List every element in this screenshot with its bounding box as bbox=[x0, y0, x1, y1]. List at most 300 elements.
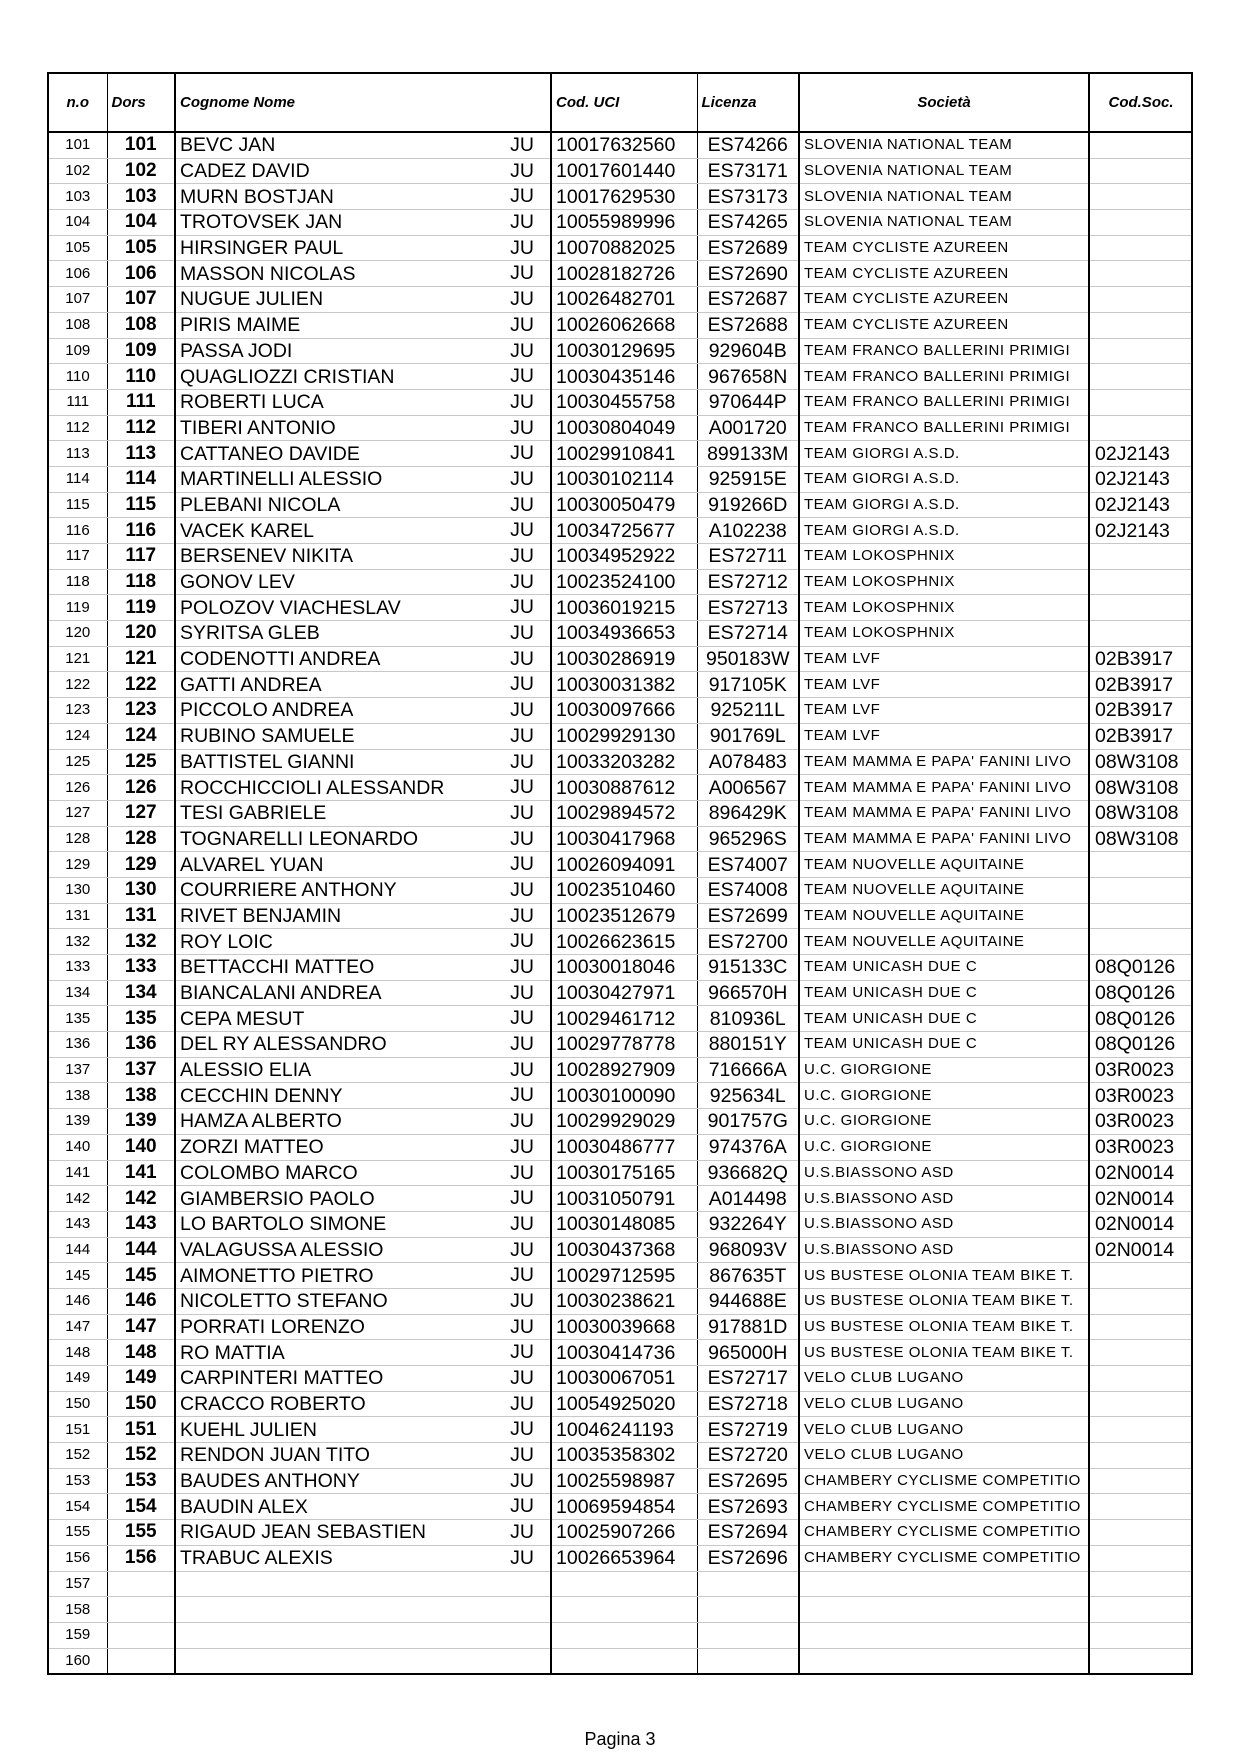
bib-number: 121 bbox=[107, 646, 175, 672]
license-number: 944688E bbox=[697, 1288, 799, 1314]
table-row bbox=[48, 1288, 1192, 1314]
team-code bbox=[1089, 312, 1192, 338]
team-name: TEAM MAMMA E PAPA' FANINI LIVO bbox=[799, 800, 1089, 826]
bib-number: 137 bbox=[107, 1057, 175, 1083]
row-number: 126 bbox=[48, 775, 107, 801]
rider-name-text: TIBERI ANTONIO bbox=[180, 416, 336, 439]
team-code: 02J2143 bbox=[1089, 466, 1192, 492]
rider-name bbox=[175, 287, 551, 313]
row-number: 151 bbox=[48, 1417, 107, 1443]
rider-name-text: CADEZ DAVID bbox=[180, 160, 310, 183]
uci-code: 10030100090 bbox=[551, 1083, 697, 1109]
uci-code: 10030887612 bbox=[551, 775, 697, 801]
table-body bbox=[48, 132, 1192, 1674]
uci-code: 10030018046 bbox=[551, 955, 697, 981]
bib-number: 129 bbox=[107, 852, 175, 878]
team-name: TEAM LOKOSPHNIX bbox=[799, 544, 1089, 570]
rider-name bbox=[175, 1134, 551, 1160]
header-uci: Cod. UCI bbox=[551, 73, 697, 132]
team-code: 02B3917 bbox=[1089, 646, 1192, 672]
row-number: 128 bbox=[48, 826, 107, 852]
rider-name bbox=[175, 1057, 551, 1083]
team-name: CHAMBERY CYCLISME COMPETITIO bbox=[799, 1468, 1089, 1494]
uci-code: 10034725677 bbox=[551, 518, 697, 544]
row-number: 159 bbox=[48, 1622, 107, 1648]
license-number: 867635T bbox=[697, 1263, 799, 1289]
rider-name bbox=[175, 1443, 551, 1469]
team-name bbox=[799, 1622, 1089, 1648]
rider-name-text: CARPINTERI MATTEO bbox=[180, 1367, 384, 1390]
team-code: 08Q0126 bbox=[1089, 1032, 1192, 1058]
bib-number: 147 bbox=[107, 1314, 175, 1340]
bib-number: 112 bbox=[107, 415, 175, 441]
row-number: 144 bbox=[48, 1237, 107, 1263]
license-number: A102238 bbox=[697, 518, 799, 544]
bib-number: 106 bbox=[107, 261, 175, 287]
category-label: JU bbox=[510, 313, 534, 336]
category-label: JU bbox=[510, 519, 534, 542]
bib-number: 130 bbox=[107, 877, 175, 903]
table-row bbox=[48, 903, 1192, 929]
team-name: TEAM NOUVELLE AQUITAINE bbox=[799, 929, 1089, 955]
team-code: 02N0014 bbox=[1089, 1160, 1192, 1186]
uci-code: 10026094091 bbox=[551, 852, 697, 878]
team-code bbox=[1089, 1468, 1192, 1494]
bib-number: 122 bbox=[107, 672, 175, 698]
bib-number: 134 bbox=[107, 980, 175, 1006]
rider-name bbox=[175, 980, 551, 1006]
team-code bbox=[1089, 1417, 1192, 1443]
rider-name-text: TOGNARELLI LEONARDO bbox=[180, 827, 419, 850]
bib-number: 111 bbox=[107, 389, 175, 415]
rider-name bbox=[175, 1288, 551, 1314]
team-code: 03R0023 bbox=[1089, 1109, 1192, 1135]
team-name: TEAM CYCLISTE AZUREEN bbox=[799, 261, 1089, 287]
category-label: JU bbox=[510, 1444, 534, 1467]
rider-name bbox=[175, 1211, 551, 1237]
category-label: JU bbox=[510, 827, 534, 850]
rider-name-text: QUAGLIOZZI CRISTIAN bbox=[180, 365, 395, 388]
row-number: 156 bbox=[48, 1545, 107, 1571]
row-number: 133 bbox=[48, 955, 107, 981]
rider-name-text: POLOZOV VIACHESLAV bbox=[180, 596, 401, 619]
category-label: JU bbox=[510, 878, 534, 901]
license-number: 915133C bbox=[697, 955, 799, 981]
bib-number: 136 bbox=[107, 1032, 175, 1058]
category-label: JU bbox=[510, 622, 534, 645]
table-row bbox=[48, 955, 1192, 981]
rider-name-text: BEVC JAN bbox=[180, 134, 276, 157]
category-label: JU bbox=[510, 570, 534, 593]
rider-name-text: COLOMBO MARCO bbox=[180, 1161, 358, 1184]
rider-name bbox=[175, 646, 551, 672]
rider-name-text: TESI GABRIELE bbox=[180, 802, 327, 825]
row-number: 150 bbox=[48, 1391, 107, 1417]
rider-name-text: RUBINO SAMUELE bbox=[180, 725, 355, 748]
rider-name-text: ROY LOIC bbox=[180, 930, 273, 953]
category-label: JU bbox=[510, 1264, 534, 1287]
rider-name bbox=[175, 1109, 551, 1135]
rider-name bbox=[175, 132, 551, 158]
bib-number: 144 bbox=[107, 1237, 175, 1263]
team-name: TEAM LVF bbox=[799, 723, 1089, 749]
team-code bbox=[1089, 184, 1192, 210]
rider-name bbox=[175, 492, 551, 518]
rider-name bbox=[175, 1263, 551, 1289]
team-name: TEAM FRANCO BALLERINI PRIMIGI bbox=[799, 338, 1089, 364]
bib-number: 135 bbox=[107, 1006, 175, 1032]
uci-code: 10030102114 bbox=[551, 466, 697, 492]
team-name: U.S.BIASSONO ASD bbox=[799, 1160, 1089, 1186]
rider-name-text: RENDON JUAN TITO bbox=[180, 1444, 370, 1467]
table-row bbox=[48, 1494, 1192, 1520]
license-number: ES72694 bbox=[697, 1520, 799, 1546]
category-label: JU bbox=[510, 776, 534, 799]
row-number: 120 bbox=[48, 621, 107, 647]
bib-number: 128 bbox=[107, 826, 175, 852]
table-row bbox=[48, 158, 1192, 184]
row-number: 124 bbox=[48, 723, 107, 749]
row-number: 104 bbox=[48, 210, 107, 236]
team-code bbox=[1089, 1545, 1192, 1571]
table-row bbox=[48, 929, 1192, 955]
bib-number: 124 bbox=[107, 723, 175, 749]
license-number: ES72712 bbox=[697, 569, 799, 595]
rider-name-text: KUEHL JULIEN bbox=[180, 1418, 317, 1441]
bib-number: 123 bbox=[107, 698, 175, 724]
table-row bbox=[48, 877, 1192, 903]
rider-name bbox=[175, 389, 551, 415]
team-name: TEAM LVF bbox=[799, 646, 1089, 672]
team-code bbox=[1089, 132, 1192, 158]
rider-name-text: PASSA JODI bbox=[180, 339, 293, 362]
rider-name bbox=[175, 929, 551, 955]
rider-name bbox=[175, 723, 551, 749]
row-number: 111 bbox=[48, 389, 107, 415]
rider-name bbox=[175, 877, 551, 903]
table-row bbox=[48, 1211, 1192, 1237]
license-number: ES72688 bbox=[697, 312, 799, 338]
row-number: 145 bbox=[48, 1263, 107, 1289]
uci-code: 10054925020 bbox=[551, 1391, 697, 1417]
rider-name bbox=[175, 1417, 551, 1443]
uci-code: 10030414736 bbox=[551, 1340, 697, 1366]
table-row bbox=[48, 569, 1192, 595]
uci-code: 10029712595 bbox=[551, 1263, 697, 1289]
bib-number: 110 bbox=[107, 364, 175, 390]
rider-name bbox=[175, 1237, 551, 1263]
bib-number: 102 bbox=[107, 158, 175, 184]
rider-name-text: BATTISTEL GIANNI bbox=[180, 750, 355, 773]
rider-name-text: MURN BOSTJAN bbox=[180, 185, 334, 208]
table-row bbox=[48, 1032, 1192, 1058]
rider-name-text: PORRATI LORENZO bbox=[180, 1315, 365, 1338]
team-code: 08Q0126 bbox=[1089, 1006, 1192, 1032]
category-label: JU bbox=[510, 1367, 534, 1389]
rider-name-text: CEPA MESUT bbox=[180, 1007, 305, 1030]
team-code bbox=[1089, 1571, 1192, 1597]
header-societa: Società bbox=[799, 73, 1089, 132]
uci-code: 10023524100 bbox=[551, 569, 697, 595]
team-code bbox=[1089, 1314, 1192, 1340]
row-number: 127 bbox=[48, 800, 107, 826]
bib-number: 156 bbox=[107, 1545, 175, 1571]
row-number: 115 bbox=[48, 492, 107, 518]
uci-code: 10070882025 bbox=[551, 235, 697, 261]
rider-name bbox=[175, 364, 551, 390]
rider-name bbox=[175, 466, 551, 492]
rider-name-text: RO MATTIA bbox=[180, 1341, 285, 1364]
table-row bbox=[48, 1622, 1192, 1648]
table-row bbox=[48, 544, 1192, 570]
table-row bbox=[48, 1571, 1192, 1597]
rider-name-text: BAUDES ANTHONY bbox=[180, 1470, 360, 1493]
bib-number bbox=[107, 1597, 175, 1623]
uci-code: 10030417968 bbox=[551, 826, 697, 852]
table-row bbox=[48, 1263, 1192, 1289]
bib-number: 151 bbox=[107, 1417, 175, 1443]
rider-name bbox=[175, 1083, 551, 1109]
rider-name-text: DEL RY ALESSANDRO bbox=[180, 1033, 387, 1056]
uci-code: 10030129695 bbox=[551, 338, 697, 364]
rider-name bbox=[175, 698, 551, 724]
team-name: TEAM GIORGI A.S.D. bbox=[799, 466, 1089, 492]
license-number: ES72717 bbox=[697, 1366, 799, 1392]
team-name: U.S.BIASSONO ASD bbox=[799, 1237, 1089, 1263]
team-name: TEAM NOUVELLE AQUITAINE bbox=[799, 903, 1089, 929]
team-code bbox=[1089, 903, 1192, 929]
license-number: ES72719 bbox=[697, 1417, 799, 1443]
bib-number: 125 bbox=[107, 749, 175, 775]
rider-name bbox=[175, 569, 551, 595]
team-name: TEAM FRANCO BALLERINI PRIMIGI bbox=[799, 415, 1089, 441]
page-number: Pagina 3 bbox=[584, 1729, 656, 1749]
team-code: 02J2143 bbox=[1089, 441, 1192, 467]
table-row bbox=[48, 338, 1192, 364]
uci-code: 10046241193 bbox=[551, 1417, 697, 1443]
table-row bbox=[48, 775, 1192, 801]
team-code bbox=[1089, 877, 1192, 903]
table-row bbox=[48, 415, 1192, 441]
bib-number: 119 bbox=[107, 595, 175, 621]
rider-name-text: CATTANEO DAVIDE bbox=[180, 442, 360, 465]
rider-name-text: NUGUE JULIEN bbox=[180, 288, 324, 311]
row-number: 138 bbox=[48, 1083, 107, 1109]
team-code: 03R0023 bbox=[1089, 1083, 1192, 1109]
license-number: ES73171 bbox=[697, 158, 799, 184]
team-name: U.S.BIASSONO ASD bbox=[799, 1186, 1089, 1212]
team-name: U.C. GIORGIONE bbox=[799, 1134, 1089, 1160]
category-label: JU bbox=[510, 596, 534, 619]
license-number: 896429K bbox=[697, 800, 799, 826]
bib-number: 114 bbox=[107, 466, 175, 492]
team-code bbox=[1089, 569, 1192, 595]
team-code bbox=[1089, 235, 1192, 261]
bib-number: 107 bbox=[107, 287, 175, 313]
team-name: TEAM LOKOSPHNIX bbox=[799, 595, 1089, 621]
team-name: US BUSTESE OLONIA TEAM BIKE T. bbox=[799, 1288, 1089, 1314]
table-row bbox=[48, 261, 1192, 287]
uci-code: 10017632560 bbox=[551, 132, 697, 158]
uci-code: 10030031382 bbox=[551, 672, 697, 698]
rider-name-text: RIGAUD JEAN SEBASTIEN bbox=[180, 1521, 426, 1544]
uci-code: 10023510460 bbox=[551, 877, 697, 903]
rider-name-text: AIMONETTO PIETRO bbox=[180, 1264, 374, 1287]
rider-name-text: GONOV LEV bbox=[180, 571, 295, 594]
uci-code: 10030097666 bbox=[551, 698, 697, 724]
row-number: 147 bbox=[48, 1314, 107, 1340]
uci-code bbox=[551, 1571, 697, 1597]
uci-code: 10031050791 bbox=[551, 1186, 697, 1212]
bib-number: 101 bbox=[107, 132, 175, 158]
uci-code: 10034952922 bbox=[551, 544, 697, 570]
team-code bbox=[1089, 210, 1192, 236]
rider-name bbox=[175, 544, 551, 570]
team-name: TEAM MAMMA E PAPA' FANINI LIVO bbox=[799, 826, 1089, 852]
category-label: JU bbox=[510, 1084, 534, 1107]
category-label: JU bbox=[510, 159, 534, 182]
team-code bbox=[1089, 1648, 1192, 1674]
table-row bbox=[48, 1648, 1192, 1674]
bib-number: 117 bbox=[107, 544, 175, 570]
rider-name bbox=[175, 1494, 551, 1520]
uci-code: 10030804049 bbox=[551, 415, 697, 441]
rider-name-text: SYRITSA GLEB bbox=[180, 622, 320, 645]
rider-name-text: MASSON NICOLAS bbox=[180, 262, 356, 285]
rider-name-text: TRABUC ALEXIS bbox=[180, 1547, 333, 1570]
license-number: 925211L bbox=[697, 698, 799, 724]
row-number: 130 bbox=[48, 877, 107, 903]
table-row bbox=[48, 364, 1192, 390]
rider-name bbox=[175, 518, 551, 544]
bib-number: 146 bbox=[107, 1288, 175, 1314]
team-code bbox=[1089, 852, 1192, 878]
category-label: JU bbox=[510, 673, 534, 696]
row-number: 103 bbox=[48, 184, 107, 210]
uci-code: 10034936653 bbox=[551, 621, 697, 647]
category-label: JU bbox=[510, 647, 534, 670]
category-label: JU bbox=[510, 1315, 534, 1338]
license-number: 880151Y bbox=[697, 1032, 799, 1058]
team-code bbox=[1089, 1597, 1192, 1623]
team-name: TEAM MAMMA E PAPA' FANINI LIVO bbox=[799, 775, 1089, 801]
team-code bbox=[1089, 1520, 1192, 1546]
row-number: 123 bbox=[48, 698, 107, 724]
team-name bbox=[799, 1648, 1089, 1674]
uci-code: 10025907266 bbox=[551, 1520, 697, 1546]
team-code: 02B3917 bbox=[1089, 723, 1192, 749]
team-name: U.C. GIORGIONE bbox=[799, 1109, 1089, 1135]
license-number: ES74266 bbox=[697, 132, 799, 158]
table-row bbox=[48, 132, 1192, 158]
rider-name-text: COURRIERE ANTHONY bbox=[180, 879, 397, 902]
uci-code: 10029778778 bbox=[551, 1032, 697, 1058]
team-name: TEAM CYCLISTE AZUREEN bbox=[799, 312, 1089, 338]
team-name: TEAM UNICASH DUE C bbox=[799, 1032, 1089, 1058]
header-licenza: Licenza bbox=[697, 73, 799, 132]
table-row bbox=[48, 184, 1192, 210]
uci-code bbox=[551, 1597, 697, 1623]
team-name: US BUSTESE OLONIA TEAM BIKE T. bbox=[799, 1263, 1089, 1289]
rider-name bbox=[175, 261, 551, 287]
license-number: 932264Y bbox=[697, 1211, 799, 1237]
team-name: CHAMBERY CYCLISME COMPETITIO bbox=[799, 1545, 1089, 1571]
row-number: 160 bbox=[48, 1648, 107, 1674]
uci-code: 10030486777 bbox=[551, 1134, 697, 1160]
rider-name-text: CODENOTTI ANDREA bbox=[180, 648, 381, 671]
table-row bbox=[48, 1545, 1192, 1571]
team-code: 02N0014 bbox=[1089, 1186, 1192, 1212]
team-name: TEAM MAMMA E PAPA' FANINI LIVO bbox=[799, 749, 1089, 775]
row-number: 153 bbox=[48, 1468, 107, 1494]
table-row bbox=[48, 1083, 1192, 1109]
uci-code: 10028927909 bbox=[551, 1057, 697, 1083]
category-label: JU bbox=[510, 1469, 534, 1492]
team-code bbox=[1089, 338, 1192, 364]
row-number: 158 bbox=[48, 1597, 107, 1623]
team-name: TEAM GIORGI A.S.D. bbox=[799, 518, 1089, 544]
rider-name bbox=[175, 621, 551, 647]
rider-name bbox=[175, 184, 551, 210]
row-number: 122 bbox=[48, 672, 107, 698]
license-number: 965000H bbox=[697, 1340, 799, 1366]
team-code bbox=[1089, 415, 1192, 441]
category-label: JU bbox=[510, 1212, 534, 1235]
bib-number: 127 bbox=[107, 800, 175, 826]
license-number: ES72700 bbox=[697, 929, 799, 955]
rider-name bbox=[175, 775, 551, 801]
category-label: JU bbox=[510, 493, 534, 516]
rider-name bbox=[175, 1186, 551, 1212]
team-code bbox=[1089, 1340, 1192, 1366]
team-code: 03R0023 bbox=[1089, 1057, 1192, 1083]
table-row bbox=[48, 1520, 1192, 1546]
rider-name bbox=[175, 852, 551, 878]
team-name: VELO CLUB LUGANO bbox=[799, 1443, 1089, 1469]
category-label: JU bbox=[510, 365, 534, 388]
category-label: JU bbox=[510, 1007, 534, 1030]
row-number: 119 bbox=[48, 595, 107, 621]
team-code bbox=[1089, 158, 1192, 184]
uci-code: 10055989996 bbox=[551, 210, 697, 236]
uci-code: 10069594854 bbox=[551, 1494, 697, 1520]
team-code: 02N0014 bbox=[1089, 1211, 1192, 1237]
team-name: VELO CLUB LUGANO bbox=[799, 1417, 1089, 1443]
category-label: JU bbox=[510, 1135, 534, 1158]
team-name: TEAM GIORGI A.S.D. bbox=[799, 492, 1089, 518]
license-number: 899133M bbox=[697, 441, 799, 467]
rider-name bbox=[175, 312, 551, 338]
table-row bbox=[48, 235, 1192, 261]
bib-number: 138 bbox=[107, 1083, 175, 1109]
uci-code: 10033203282 bbox=[551, 749, 697, 775]
rider-name bbox=[175, 1160, 551, 1186]
uci-code: 10030067051 bbox=[551, 1366, 697, 1392]
rider-name-text: PICCOLO ANDREA bbox=[180, 699, 354, 722]
rider-name bbox=[175, 955, 551, 981]
table-row bbox=[48, 1597, 1192, 1623]
license-number: 970644P bbox=[697, 389, 799, 415]
license-number: 968093V bbox=[697, 1237, 799, 1263]
uci-code: 10017601440 bbox=[551, 158, 697, 184]
license-number: ES74265 bbox=[697, 210, 799, 236]
row-number: 125 bbox=[48, 749, 107, 775]
uci-code: 10028182726 bbox=[551, 261, 697, 287]
rider-name-text: CRACCO ROBERTO bbox=[180, 1393, 366, 1416]
bib-number: 109 bbox=[107, 338, 175, 364]
rider-name bbox=[175, 595, 551, 621]
rider-name bbox=[175, 1468, 551, 1494]
